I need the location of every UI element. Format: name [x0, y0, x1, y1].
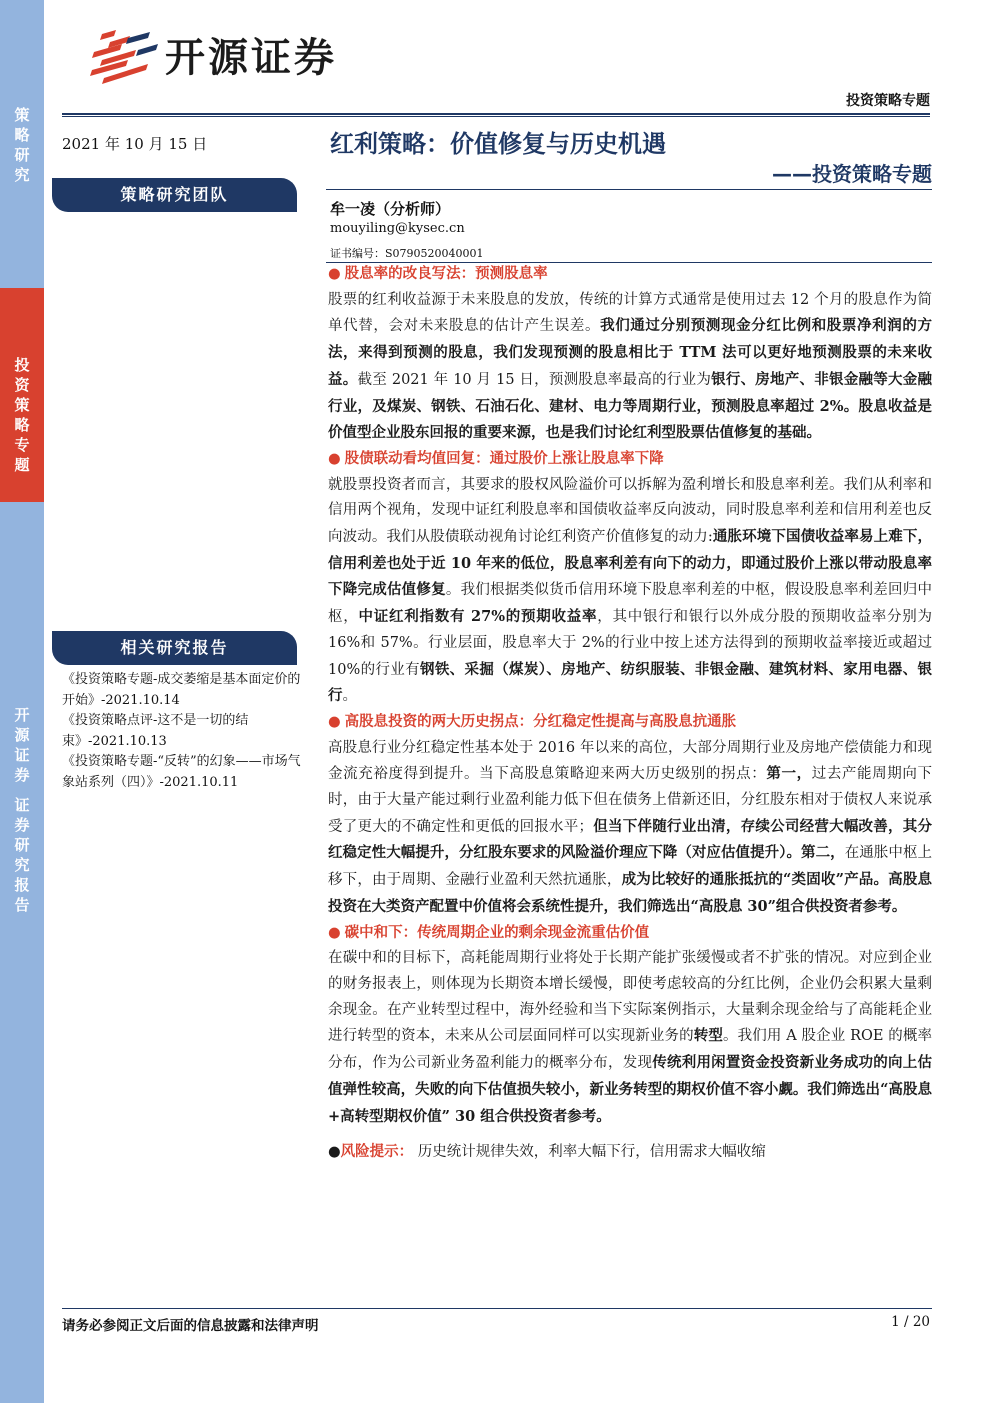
report-title: 红利策略：价值修复与历史机遇	[330, 130, 666, 158]
related-report-item[interactable]: 《投资策略点评-这不是一切的结束》-2021.10.13	[62, 713, 249, 749]
text-run: ，其中银行和银行以外成分股的预期收益率分别为 16%和 57%。行业层面，股息率大于 2%的行业中按上述方法得到的预期收益率接近或超过 10%的行业有	[328, 609, 932, 678]
bold-text-run: 银行、房地产、非银金融等大金融行业，及煤炭、钢铁、石油石化、建材、电力等周期行业，预测股息率超过 2%。股息收益是价值型企业股东回报的重要来源，也是我们讨论红利型股票估值修复的基础。	[328, 370, 932, 442]
text-run: 。	[342, 688, 357, 705]
section-heading	[328, 262, 932, 288]
sidebar-label-strategy: 策 略 研 究	[14, 106, 30, 184]
related-reports-list	[62, 670, 312, 793]
team-label-box: 策略研究团队	[52, 178, 297, 212]
report-subtitle: ——投资策略专题	[772, 162, 932, 186]
header-report-type: 投资策略专题	[846, 93, 930, 109]
section-heading-text: 股债联动看均值回复：通过股价上涨让股息率下降	[344, 450, 664, 467]
section-paragraph	[328, 946, 932, 1130]
text-run: 就股票投资者而言，其要求的股权风险溢价可以拆解为盈利增长和股息率利差。我们从利率和信用两个视角，发现中证红利股息率和国债收益率反向波动，同时股息率利差和信用利差也反向波动。我们从股债联动视角讨论红利资产价值修复的动力:	[328, 476, 932, 546]
text-run: 在通胀中枢上移下，由于周期、金融行业盈利天然抗通胀，	[328, 845, 933, 889]
bold-text-run: 传统利用闲置资金投资新业务成功的向上估值弹性较高，失败的向下估值损失较小，新业务转型的期权价值不容小觑。我们筛选出“高股息+高转型期权价值” 30 组合供投资者参考。	[328, 1054, 933, 1125]
header-divider-thin	[62, 116, 930, 117]
title-divider	[326, 189, 932, 190]
related-report-item[interactable]: 《投资策略专题-“反转”的幻象——市场气象站系列（四）》-2021.10.11	[62, 754, 301, 790]
bold-text-run: 通胀环境下国债收益率易上难下，信用利差也处于近 10 年来的低位，股息率利差有向下的动力，即通过股价上涨以带动股息率下降完成估值修复	[328, 528, 932, 599]
bold-text-run: 转型	[693, 1027, 724, 1045]
section-heading	[328, 710, 932, 736]
risk-label: 风险提示：	[340, 1144, 414, 1161]
bullet-dot-icon: ●	[328, 924, 341, 941]
risk-text: 历史统计规律失效，利率大幅下行，信用需求大幅收缩	[413, 1144, 766, 1161]
section-paragraph	[328, 473, 932, 710]
bullet-dot-icon: ●	[328, 1144, 341, 1161]
bold-text-run: 第一，	[766, 765, 812, 783]
report-summary-body	[328, 262, 932, 1166]
risk-warning	[328, 1140, 932, 1166]
report-date: 2021 年 10 月 15 日	[62, 135, 208, 153]
section-heading-text: 高股息投资的两大历史拐点：分红稳定性提高与高股息抗通胀	[344, 713, 737, 730]
left-sidebar-strip	[0, 0, 44, 1403]
section-heading	[328, 447, 932, 473]
footer-divider	[62, 1308, 932, 1309]
text-run: 截至 2021 年 10 月 15 日，预测股息率最高的行业为	[357, 371, 712, 388]
analyst-email[interactable]: mouyiling@kysec.cn	[330, 221, 465, 236]
disclaimer-note: 请务必参阅正文后面的信息披露和法律声明	[62, 1318, 319, 1334]
bold-text-run: 中证红利指数有 27%的预期收益率	[358, 608, 598, 626]
text-run: 在碳中和的目标下，高耗能周期行业将处于长期产能扩张缓慢或者不扩张的情况。对应到企业的财务报表上，则体现为长期资本增长缓慢，即使考虑较高的分红比例，企业仍会积累大量剩余现金。在产业转型过程中，海外经验和当下实际案例指示，大量剩余现金给与了高能耗企业进行转型的资本，未来从公司层面同样可以实现新业务的	[328, 950, 932, 1045]
section-heading	[328, 921, 932, 947]
header-divider	[62, 113, 930, 115]
kysec-logo-icon	[88, 28, 160, 92]
bold-text-run: 我们通过分别预测现金分红比例和股票净利润的方法，来得到预测的股息，我们发现预测的股息相比于 TTM 法可以更好地预测股票的未来收益。	[328, 317, 932, 388]
section-heading-text: 股息率的改良写法：预测股息率	[344, 266, 548, 282]
related-reports-label-box: 相关研究报告	[52, 631, 297, 665]
section-paragraph	[328, 288, 932, 447]
bullet-dot-icon: ●	[328, 713, 341, 730]
brand-name: 开源证券	[165, 35, 337, 81]
section-heading-text: 碳中和下：传统周期企业的剩余现金流重估价值	[344, 924, 650, 941]
sidebar-label-brand: 开 源 证 券 证 券 研 究 报 告	[14, 706, 30, 914]
page-number: 1 / 20	[891, 1314, 930, 1330]
related-report-item[interactable]: 《投资策略专题-成交萎缩是基本面定价的开始》-2021.10.14	[62, 672, 301, 708]
section-paragraph	[328, 736, 932, 921]
text-run: 高股息行业分红稳定性基本处于 2016 年以来的高位，大部分周期行业及房地产偿债能力和现金流充裕度得到提升。当下高股息策略迎来两大历史级别的拐点：	[328, 739, 932, 783]
sidebar-label-topic: 投 资 策 略 专 题	[14, 356, 30, 474]
text-run: 。我们用 A 股企业 ROE 的概率分布，作为公司新业务盈利能力的概率分布，发现	[328, 1028, 933, 1072]
text-run: 股票的红利收益源于未来股息的发放，传统的计算方式通常是使用过去 12 个月的股息作为简单代替，会对未来股息的估计产生误差。	[328, 291, 932, 335]
analyst-name: 牟一凌（分析师）	[330, 200, 451, 218]
bullet-dot-icon: ●	[328, 450, 341, 467]
bullet-dot-icon: ●	[328, 266, 341, 282]
text-run: 过去产能周期向下时，由于大量产能过剩行业盈利能力低下但在债务上借新还旧，分红股东相对于债权人来说承受了更大的不确定性和更低的回报水平；	[328, 766, 933, 835]
bold-text-run: 成为比较好的通胀抵抗的“类固收”产品。高股息投资在大类资产配置中价值将会系统性提升，我们筛选出“高股息 30”组合供投资者参考。	[328, 871, 933, 915]
analyst-certificate: 证书编号：S0790520040001	[330, 247, 484, 260]
bold-text-run: 钢铁、采掘（煤炭）、房地产、纺织服装、非银金融、建筑材料、家用电器、银行	[328, 660, 932, 705]
text-run: 。我们根据类似货币信用环境下股息率利差的中枢，假设股息率利差回归中枢，	[328, 582, 933, 626]
bold-text-run: 但当下伴随行业出清，存续公司经营大幅改善，其分红稳定性大幅提升，分红股东要求的风险溢价理应下降（对应估值提升）。第二，	[328, 817, 933, 862]
